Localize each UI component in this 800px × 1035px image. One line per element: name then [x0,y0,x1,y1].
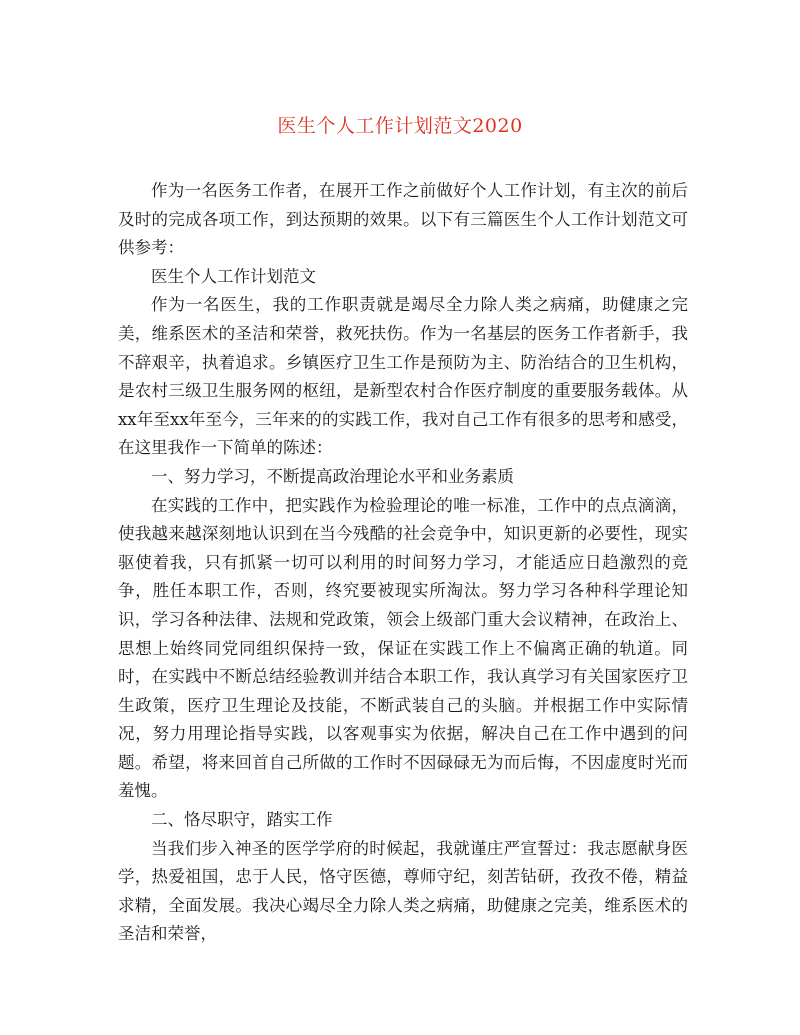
section-heading-study: 一、努力学习，不断提高政治理论水平和业务素质 [151,466,514,486]
paragraph-duty: 作为一名医生，我的工作职责就是竭尽全力除人类之病痛，助健康之完美，维系医术的圣洁和荣誉，救死扶伤。作为一名基层的医务工作者新手，我不辞艰辛，执着追求。乡镇医疗卫生工作是预防为主、防治结合的卫生机构，是农村三级卫生服务网的枢纽，是新型农村合作医疗制度的重要服务载体。从xx年至xx年至今，三年来的的实践工作，我对自己工作有很多的思考和感受，在这里我作一下简单的陈述： [118,295,688,458]
paragraph-study: 在实践的工作中，把实践作为检验理论的唯一标准，工作中的点点滴滴，使我越来越深刻地认识到在当今残酷的社会竞争中，知识更新的必要性，现实驱使着我，只有抓紧一切可以利用的时间努力学习，才能适应日趋激烈的竞争，胜任本职工作，否则，终究要被现实所淘汰。努力学习各种科学理论知识，学习各种法律、法规和党政策，领会上级部门重大会议精神，在政治上、思想上始终同党同组织保持一致，保证在实践工作上不偏离正确的轨道。同时，在实践中不断总结经验教训并结合本职工作，我认真学习有关国家医疗卫生政策，医疗卫生理论及技能，不断武装自己的头脑。并根据工作中实际情况，努力用理论指导实践，以客观事实为依据，解决自己在工作中遇到的问题。希望，将来回首自己所做的工作时不因碌碌无为而后悔，不因虚度时光而羞愧。 [118,495,688,801]
document-body [118,177,688,949]
paragraph-oath: 当我们步入神圣的医学学府的时候起，我就谨庄严宣誓过：我志愿献身医学，热爱祖国，忠于人民，恪守医德，尊师守纪，刻苦钻研，孜孜不倦，精益求精，全面发展。我决心竭尽全力除人类之病痛，助健康之完美，维系医术的圣洁和荣誉， [118,838,688,944]
paragraph-subtitle: 医生个人工作计划范文 [151,266,316,286]
paragraph-intro: 作为一名医务工作者，在展开工作之前做好个人工作计划，有主次的前后及时的完成各项工作，到达预期的效果。以下有三篇医生个人工作计划范文可供参考： [118,181,688,258]
section-heading-duty: 二、恪尽职守，踏实工作 [151,810,333,830]
document-title: 医生个人工作计划范文2020 [277,115,523,137]
